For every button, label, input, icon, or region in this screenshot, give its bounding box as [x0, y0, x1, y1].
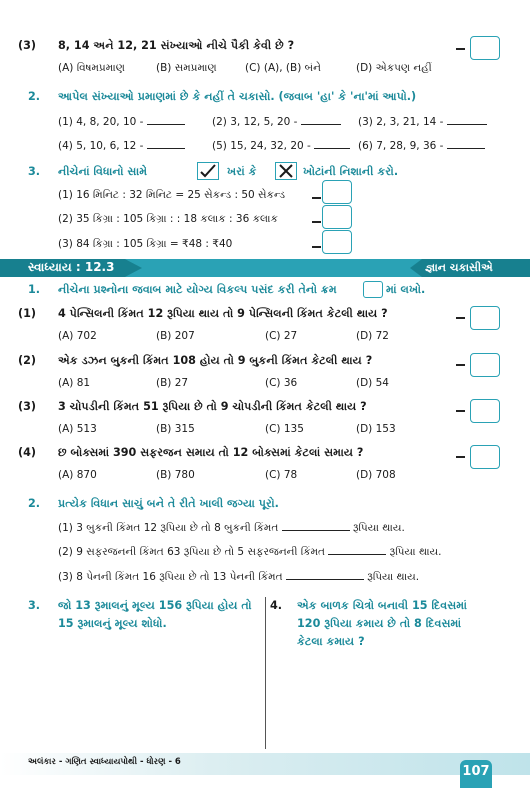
s2-item-4: (4) 5, 10, 6, 12 -: [58, 140, 185, 152]
word-q4-number: 4.: [270, 599, 283, 612]
q3-option-d: (D) એકપણ નહીં: [356, 62, 432, 74]
section1-title-pre: નીચેના પ્રશ્નોના જવાબ માટે યોગ્ય વિકલ્પ પસંદ કરી તેનો ક્રમ: [58, 283, 337, 296]
answer-dash: [456, 364, 465, 366]
word-q4-line2: 120 રૂપિયા કમાય છે તો 8 દિવસમાં: [297, 617, 462, 630]
section1-number: 1.: [28, 283, 41, 296]
word-q3-line2: 15 રૂમાલનું મૂલ્ય શોધો.: [58, 617, 167, 630]
mcq3-text: 3 ચોપડીની કિંમત 51 રૂપિયા છે તો 9 ચોપડીની કિંમત કેટલી થાય ?: [58, 400, 367, 413]
q3-number: (3): [18, 39, 37, 52]
column-divider: [265, 597, 266, 749]
mcq3-option-b: (B) 315: [156, 423, 195, 435]
answer-dash: [456, 456, 465, 458]
section3-title-post: ખોટાંની નિશાની કરો.: [303, 165, 399, 178]
mcq1-text: 4 પેન્સિલની કિંમત 12 રૂપિયા થાય તો 9 પેન્સિલની કિંમત કેટલી થાય ?: [58, 307, 388, 320]
q3-option-a: (A) વિષમપ્રમાણ: [58, 62, 125, 74]
answer-dash: [456, 317, 465, 319]
mcq2-option-d: (D) 54: [356, 377, 389, 389]
mcq4-option-d: (D) 708: [356, 469, 396, 481]
s2-item-6: (6) 7, 28, 9, 36 -: [358, 140, 485, 152]
mcq4-option-b: (B) 780: [156, 469, 195, 481]
mcq3-answer-box[interactable]: [470, 399, 500, 423]
answer-dash: [312, 246, 321, 248]
mcq4-number: (4): [18, 446, 37, 459]
mcq2-answer-box[interactable]: [470, 353, 500, 377]
q3-text: 8, 14 અને 12, 21 સંખ્યાઓ નીચે પૈકી કેવી છે ?: [58, 39, 295, 52]
s3-item-1: (1) 16 મિનિટ : 32 મિનિટ = 25 સેકન્ડ : 50 સેકન્ડ: [58, 189, 285, 201]
mcq3-option-c: (C) 135: [265, 423, 304, 435]
mcq1-option-d: (D) 72: [356, 330, 389, 342]
word-q4-line1: એક બાળક ચિત્રો બનાવી 15 દિવસમાં: [297, 599, 467, 612]
mcq2-option-a: (A) 81: [58, 377, 91, 389]
mcq4-option-c: (C) 78: [265, 469, 298, 481]
answer-dash: [312, 221, 321, 223]
section3-title-pre: નીચેનાં વિધાનો સામે: [58, 165, 148, 178]
mcq1-answer-box[interactable]: [470, 306, 500, 330]
mcq1-number: (1): [18, 307, 37, 320]
mcq3-option-d: (D) 153: [356, 423, 396, 435]
section3-number: 3.: [28, 165, 41, 178]
word-q4-line3: કેટલા કમાય ?: [297, 635, 365, 648]
mcq2-number: (2): [18, 354, 37, 367]
tf-answer-box-3[interactable]: [322, 230, 352, 254]
mcq2-option-b: (B) 27: [156, 377, 189, 389]
fill-item-2: (2) 9 સફરજનની કિંમત 63 રૂપિયા છે તો 5 સફરજનની કિંમત રૂપિયા થાય.: [58, 546, 442, 558]
word-q3-number: 3.: [28, 599, 41, 612]
mcq1-option-a: (A) 702: [58, 330, 97, 342]
section2-number: 2.: [28, 90, 41, 103]
cross-icon: [275, 162, 297, 180]
answer-dash: [312, 197, 321, 199]
fill-item-1: (1) 3 બુકની કિંમત 12 રૂપિયા છે તો 8 બુકની કિંમત રૂપિયા થાય.: [58, 522, 405, 534]
s2-item-2: (2) 3, 12, 5, 20 -: [212, 116, 341, 128]
q3-option-b: (B) સમપ્રમાણ: [156, 62, 217, 74]
knowledge-check-label: જ્ઞાન ચકાસીએ: [425, 261, 493, 274]
fill-section-title: પ્રત્યેક વિધાન સાચું બને તે રીતે ખાલી જગ્યા પૂરો.: [58, 497, 279, 510]
mcq3-number: (3): [18, 400, 37, 413]
fill-section-number: 2.: [28, 497, 41, 510]
mcq1-option-b: (B) 207: [156, 330, 195, 342]
q3-option-c: (C) (A), (B) બંને: [245, 62, 321, 74]
word-q3-line1: જો 13 રૂમાલનું મૂલ્ય 156 રૂપિયા હોય તો: [58, 599, 252, 612]
s2-item-1: (1) 4, 8, 20, 10 -: [58, 116, 185, 128]
section2-title: આપેલ સંખ્યાઓ પ્રમાણમાં છે કે નહીં તે ચકાસો. (જવાબ 'હા' કે 'ના'માં આપો.): [58, 90, 417, 103]
section1-title-post: માં લખો.: [386, 283, 426, 296]
mcq4-text: છ બોક્સમાં 390 સફરજન સમાય તો 12 બોક્સમાં કેટલાં સમાય ?: [58, 446, 364, 459]
inline-box-icon: [363, 281, 383, 298]
s3-item-3: (3) 84 કિગ્રા : 105 કિગ્રા = ₹48 : ₹40: [58, 238, 233, 250]
s2-item-5: (5) 15, 24, 32, 20 -: [212, 140, 350, 152]
mcq2-text: એક ડઝન બુકની કિંમત 108 હોય તો 9 બુકની કિંમત કેટલી થાય ?: [58, 354, 373, 367]
tick-icon: [197, 162, 219, 180]
s3-item-2: (2) 35 કિગ્રા : 105 કિગ્રા : : 18 કલાક : 36 કલાક: [58, 213, 278, 225]
mcq1-option-c: (C) 27: [265, 330, 298, 342]
exercise-label: સ્વાધ્યાય : 12.3: [28, 260, 115, 274]
footer-book-title: અલંકાર - ગણિત સ્વાધ્યાયપોથી - ધોરણ - 6: [28, 757, 181, 767]
mcq4-answer-box[interactable]: [470, 445, 500, 469]
tf-answer-box-2[interactable]: [322, 205, 352, 229]
mcq4-option-a: (A) 870: [58, 469, 97, 481]
mcq3-option-a: (A) 513: [58, 423, 97, 435]
answer-box[interactable]: [470, 36, 500, 60]
section3-title-mid: ખરાં કે: [227, 165, 257, 178]
mcq2-option-c: (C) 36: [265, 377, 298, 389]
exercise-banner: [0, 259, 530, 277]
answer-dash: [456, 410, 465, 412]
page-number: 107: [462, 764, 490, 779]
tf-answer-box-1[interactable]: [322, 180, 352, 204]
answer-dash: [456, 48, 465, 50]
fill-item-3: (3) 8 પેનની કિંમત 16 રૂપિયા છે તો 13 પેનની કિંમત રૂપિયા થાય.: [58, 571, 420, 583]
s2-item-3: (3) 2, 3, 21, 14 -: [358, 116, 487, 128]
